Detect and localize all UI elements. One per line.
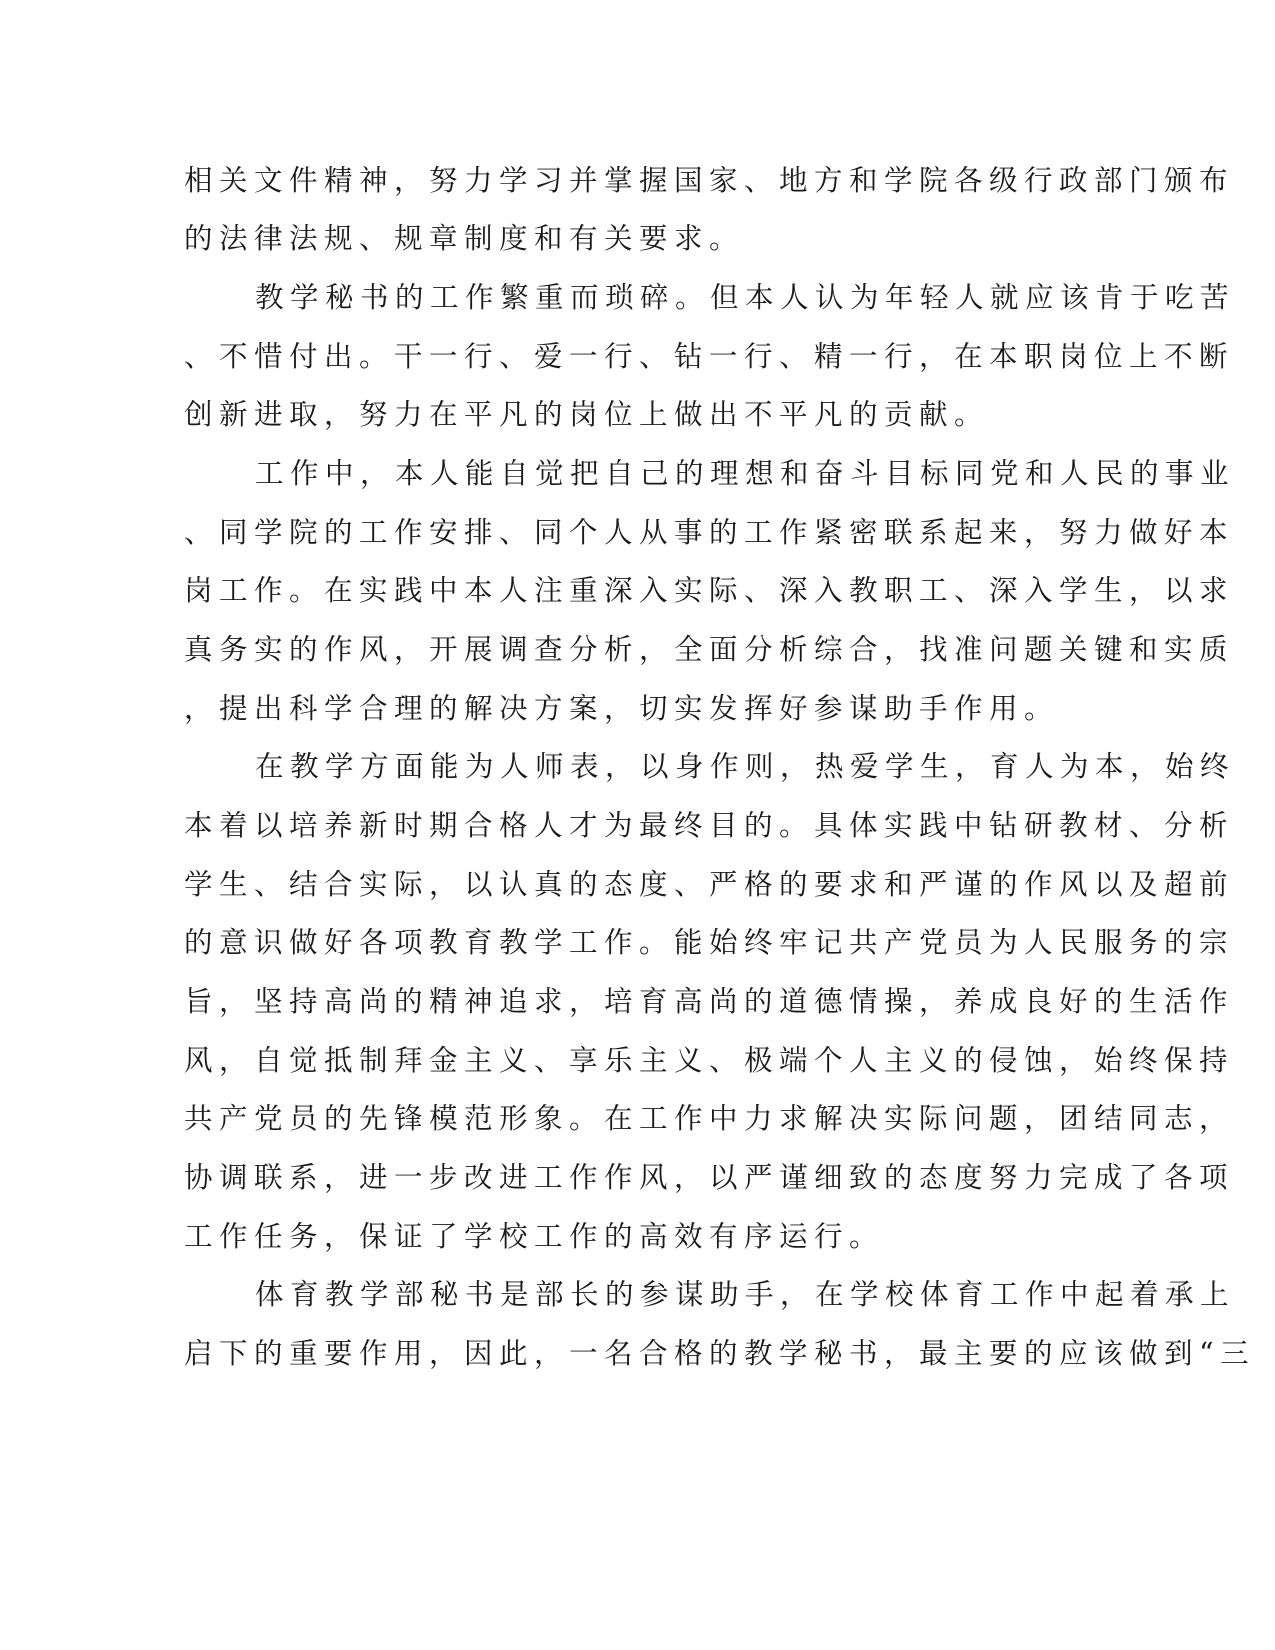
paragraph-first-line: 工作中，本人能自觉把自己的理想和奋斗目标同党和人民的事业 bbox=[255, 457, 1236, 490]
text-line: 、同学院的工作安排、同个人从事的工作紧密联系起来，努力做好本 bbox=[184, 516, 1235, 549]
paragraph-first-line: 教学秘书的工作繁重而琐碎。但本人认为年轻人就应该肯于吃苦 bbox=[255, 281, 1236, 314]
text-line: 工作任务，保证了学校工作的高效有序运行。 bbox=[184, 1220, 885, 1253]
text-line: ，提出科学合理的解决方案，切实发挥好参谋助手作用。 bbox=[184, 692, 1060, 725]
text-line: 本着以培养新时期合格人才为最终目的。具体实践中钻研教材、分析 bbox=[184, 809, 1235, 842]
text-line: 、不惜付出。干一行、爱一行、钻一行、精一行，在本职岗位上不断 bbox=[184, 340, 1235, 373]
paragraph-first-line: 在教学方面能为人师表，以身作则，热爱学生，育人为本，始终 bbox=[255, 750, 1236, 783]
text-line: 旨，坚持高尚的精神追求，培育高尚的道德情操，养成良好的生活作 bbox=[184, 985, 1235, 1018]
text-line: 创新进取，努力在平凡的岗位上做出不平凡的贡献。 bbox=[184, 398, 990, 431]
text-line: 岗工作。在实践中本人注重深入实际、深入教职工、深入学生，以求 bbox=[184, 574, 1235, 607]
text-line: 的意识做好各项教育教学工作。能始终牢记共产党员为人民服务的宗 bbox=[184, 926, 1235, 959]
text-line: 共产党员的先锋模范形象。在工作中力求解决实际问题，团结同志， bbox=[184, 1102, 1235, 1135]
text-line: 相关文件精神，努力学习并掌握国家、地方和学院各级行政部门颁布 bbox=[184, 164, 1235, 197]
text-line: 启下的重要作用，因此，一名合格的教学秘书，最主要的应该做到“三 bbox=[184, 1337, 1256, 1370]
text-line: 协调联系，进一步改进工作作风，以严谨细致的态度努力完成了各项 bbox=[184, 1161, 1235, 1194]
paragraph-first-line: 体育教学部秘书是部长的参谋助手，在学校体育工作中起着承上 bbox=[255, 1278, 1236, 1311]
text-line: 风，自觉抵制拜金主义、享乐主义、极端个人主义的侵蚀，始终保持 bbox=[184, 1044, 1235, 1077]
text-line: 的法律法规、规章制度和有关要求。 bbox=[184, 222, 745, 255]
text-line: 学生、结合实际，以认真的态度、严格的要求和严谨的作风以及超前 bbox=[184, 868, 1235, 901]
text-line: 真务实的作风，开展调查分析，全面分析综合，找准问题关键和实质 bbox=[184, 633, 1235, 666]
